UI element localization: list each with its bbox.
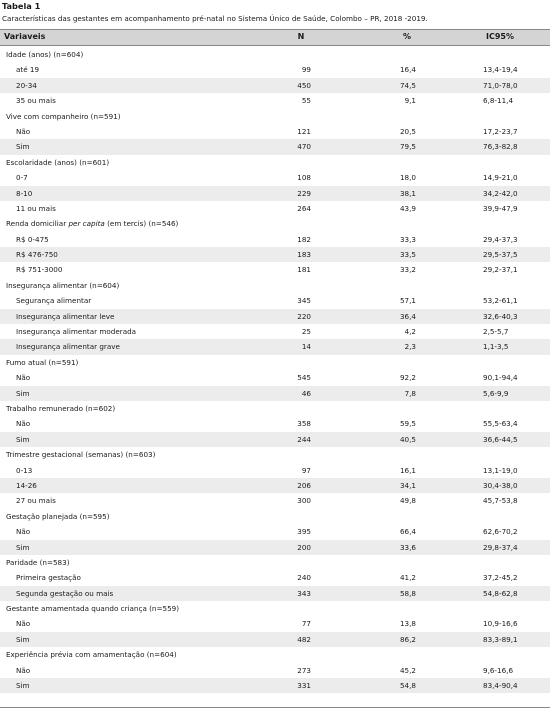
- n-cell: 181: [297, 265, 311, 275]
- row-label: R$ 0-475: [16, 234, 49, 244]
- table-row: [0, 570, 550, 585]
- ci-cell: 29,5-37,5: [483, 250, 518, 260]
- ci-cell: 5,6-9,9: [483, 388, 509, 398]
- row-label: Não: [16, 665, 31, 675]
- header-n: N: [297, 32, 305, 41]
- table-row: [0, 463, 550, 478]
- n-cell: 358: [297, 419, 311, 429]
- group-label: Vive com companheiro (n=591): [6, 111, 121, 121]
- table-title: Tabela 1: [2, 1, 41, 11]
- ci-cell: 30,4-38,0: [483, 480, 518, 490]
- n-cell: 470: [297, 142, 311, 152]
- ci-cell: 13,1-19,0: [483, 465, 518, 475]
- table-row: [0, 62, 550, 77]
- table-row: [0, 370, 550, 385]
- row-label: Sim: [16, 142, 30, 152]
- table-row: [0, 663, 550, 678]
- group-label: Trimestre gestacional (semanas) (n=603): [6, 450, 156, 460]
- row-label: Não: [16, 373, 31, 383]
- table-row: [0, 139, 550, 154]
- row-label: Sim: [16, 634, 30, 644]
- percent-cell: 33,5: [399, 250, 416, 260]
- percent-cell: 92,2: [399, 373, 416, 383]
- ci-cell: 62,6-70,2: [483, 527, 518, 537]
- ci-cell: 83,4-90,4: [483, 681, 518, 691]
- group-label: Fumo atual (n=591): [6, 357, 79, 367]
- row-label: Segurança alimentar: [16, 296, 92, 306]
- row-label: Sim: [16, 434, 30, 444]
- percent-cell: 16,4: [399, 65, 416, 75]
- ci-cell: 10,9-16,6: [483, 619, 518, 629]
- row-label: Sim: [16, 388, 30, 398]
- ci-cell: 36,6-44,5: [483, 434, 518, 444]
- n-cell: 220: [297, 311, 311, 321]
- row-label: 27 ou mais: [16, 496, 56, 506]
- ci-cell: 55,5-63,4: [483, 419, 518, 429]
- n-cell: 182: [297, 234, 311, 244]
- ci-cell: 13,4-19,4: [483, 65, 518, 75]
- table-row: [0, 432, 550, 447]
- ci-cell: 34,2-42,0: [483, 188, 518, 198]
- n-cell: 55: [301, 96, 311, 106]
- n-cell: 264: [297, 203, 311, 213]
- table-group-row: [0, 509, 550, 524]
- table-row: [0, 586, 550, 601]
- ci-cell: 32,6-40,3: [483, 311, 518, 321]
- ci-cell: 17,2-23,7: [483, 126, 518, 136]
- group-label: Trabalho remunerado (n=602): [6, 403, 116, 413]
- n-cell: 244: [297, 434, 311, 444]
- percent-cell: 18,0: [399, 173, 416, 183]
- table-row: [0, 540, 550, 555]
- header-percent: %: [402, 32, 412, 41]
- n-cell: 99: [301, 65, 311, 75]
- table-bottom-rule: [0, 707, 550, 708]
- percent-cell: 59,5: [399, 419, 416, 429]
- table-row: [0, 324, 550, 339]
- percent-cell: 20,5: [399, 126, 416, 136]
- ci-cell: 53,2-61,1: [483, 296, 518, 306]
- table-group-row: [0, 155, 550, 170]
- row-label: Não: [16, 126, 31, 136]
- n-cell: 77: [301, 619, 311, 629]
- percent-cell: 9,1: [404, 96, 416, 106]
- table-row: [0, 678, 550, 693]
- ci-cell: 76,3-82,8: [483, 142, 518, 152]
- row-label: Primeira gestação: [16, 573, 81, 583]
- table-row: [0, 78, 550, 93]
- row-label: Não: [16, 527, 31, 537]
- n-cell: 46: [301, 388, 311, 398]
- percent-cell: 79,5: [399, 142, 416, 152]
- n-cell: 300: [297, 496, 311, 506]
- table-group-row: [0, 647, 550, 662]
- group-label: Paridade (n=583): [6, 557, 70, 567]
- row-label: até 19: [16, 65, 40, 75]
- table-group-row: [0, 555, 550, 570]
- n-cell: 25: [301, 327, 311, 337]
- n-cell: 450: [297, 80, 311, 90]
- percent-cell: 16,1: [399, 465, 416, 475]
- table-row: [0, 309, 550, 324]
- row-label: Sim: [16, 681, 30, 691]
- percent-cell: 36,4: [399, 311, 416, 321]
- n-cell: 331: [297, 681, 311, 691]
- table-group-row: [0, 216, 550, 231]
- row-label: 0-7: [16, 173, 28, 183]
- group-label: Escolaridade (anos) (n=601): [6, 157, 110, 167]
- table-group-row: [0, 278, 550, 293]
- table-caption: Características das gestantes em acompanhamento pré-natal no Sistema Único de Saúde, Colombo – PR, 2018 -2019.: [2, 14, 428, 23]
- percent-cell: 58,8: [399, 588, 416, 598]
- ci-cell: 29,4-37,3: [483, 234, 518, 244]
- table-row: [0, 186, 550, 201]
- ci-cell: 6,8-11,4: [483, 96, 514, 106]
- n-cell: 183: [297, 250, 311, 260]
- row-label: R$ 476-750: [16, 250, 58, 260]
- percent-cell: 33,2: [399, 265, 416, 275]
- n-cell: 121: [297, 126, 311, 136]
- row-label: 20-34: [16, 80, 37, 90]
- percent-cell: 40,5: [399, 434, 416, 444]
- percent-cell: 13,8: [399, 619, 416, 629]
- n-cell: 200: [297, 542, 311, 552]
- percent-cell: 34,1: [399, 480, 416, 490]
- percent-cell: 2,3: [404, 342, 416, 352]
- row-label: 8-10: [16, 188, 33, 198]
- n-cell: 229: [297, 188, 311, 198]
- n-cell: 240: [297, 573, 311, 583]
- table-group-row: [0, 401, 550, 416]
- row-label: Insegurança alimentar moderada: [16, 327, 137, 337]
- percent-cell: 7,8: [404, 388, 416, 398]
- group-label: Gestação planejada (n=595): [6, 511, 110, 521]
- row-label: Não: [16, 419, 31, 429]
- row-label: R$ 751-3000: [16, 265, 63, 275]
- table-row: [0, 616, 550, 631]
- percent-cell: 41,2: [399, 573, 416, 583]
- ci-cell: 39,9-47,9: [483, 203, 518, 213]
- table-row: [0, 416, 550, 431]
- row-label: 11 ou mais: [16, 203, 56, 213]
- n-cell: 345: [297, 296, 311, 306]
- ci-cell: 45,7-53,8: [483, 496, 518, 506]
- percent-cell: 45,2: [399, 665, 416, 675]
- percent-cell: 54,8: [399, 681, 416, 691]
- table-group-row: [0, 447, 550, 462]
- group-label: Experiência prévia com amamentação (n=604): [6, 650, 177, 660]
- table-row: [0, 293, 550, 308]
- group-label: Idade (anos) (n=604): [6, 50, 84, 59]
- row-label: Segunda gestação ou mais: [16, 588, 114, 598]
- table-row: [0, 339, 550, 354]
- n-cell: 482: [297, 634, 311, 644]
- table-row: [0, 201, 550, 216]
- table-group-row: [0, 109, 550, 124]
- table-row: [0, 124, 550, 139]
- row-label: Insegurança alimentar leve: [16, 311, 115, 321]
- n-cell: 273: [297, 665, 311, 675]
- percent-cell: 38,1: [399, 188, 416, 198]
- table-row: [0, 93, 550, 108]
- group-label: Gestante amamentada quando criança (n=559): [6, 604, 180, 614]
- table-group-row: [0, 355, 550, 370]
- table-row: [0, 170, 550, 185]
- row-label: Insegurança alimentar grave: [16, 342, 120, 352]
- n-cell: 395: [297, 527, 311, 537]
- row-label: 35 ou mais: [16, 96, 56, 106]
- n-cell: 206: [297, 480, 311, 490]
- table-header-row: [0, 29, 550, 46]
- table-body: [0, 47, 550, 693]
- group-label: Renda domiciliar per capita (em tercis) (n=546): [6, 219, 179, 229]
- percent-cell: 74,5: [399, 80, 416, 90]
- ci-cell: 83,3-89,1: [483, 634, 518, 644]
- group-label: Insegurança alimentar (n=604): [6, 280, 120, 290]
- table-row: [0, 632, 550, 647]
- ci-cell: 37,2-45,2: [483, 573, 518, 583]
- percent-cell: 33,6: [399, 542, 416, 552]
- n-cell: 14: [301, 342, 311, 352]
- percent-cell: 49,8: [399, 496, 416, 506]
- percent-cell: 66,4: [399, 527, 416, 537]
- table-group-row: [0, 601, 550, 616]
- row-label: 0-13: [16, 465, 33, 475]
- ci-cell: 1,1-3,5: [483, 342, 509, 352]
- ci-cell: 14,9-21,0: [483, 173, 518, 183]
- percent-cell: 57,1: [399, 296, 416, 306]
- percent-cell: 86,2: [399, 634, 416, 644]
- table-group-row: [0, 47, 550, 62]
- table-row: [0, 232, 550, 247]
- ci-cell: 29,8-37,4: [483, 542, 518, 552]
- percent-cell: 33,3: [399, 234, 416, 244]
- row-label: Sim: [16, 542, 30, 552]
- n-cell: 545: [297, 373, 311, 383]
- row-label: 14-26: [16, 480, 37, 490]
- n-cell: 108: [297, 173, 311, 183]
- table-row: [0, 524, 550, 539]
- ci-cell: 29,2-37,1: [483, 265, 518, 275]
- ci-cell: 90,1-94,4: [483, 373, 518, 383]
- table-row: [0, 386, 550, 401]
- n-cell: 97: [301, 465, 311, 475]
- ci-cell: 54,8-62,8: [483, 588, 518, 598]
- table-row: [0, 493, 550, 508]
- table-row: [0, 262, 550, 277]
- header-ci95: IC95%: [486, 32, 514, 41]
- ci-cell: 2,5-5,7: [483, 327, 509, 337]
- header-variables: Variaveis: [4, 32, 46, 41]
- row-label: Não: [16, 619, 31, 629]
- table-row: [0, 478, 550, 493]
- n-cell: 343: [297, 588, 311, 598]
- ci-cell: 71,0-78,0: [483, 80, 518, 90]
- percent-cell: 43,9: [399, 203, 416, 213]
- table-row: [0, 247, 550, 262]
- ci-cell: 9,6-16,6: [483, 665, 514, 675]
- percent-cell: 4,2: [404, 327, 416, 337]
